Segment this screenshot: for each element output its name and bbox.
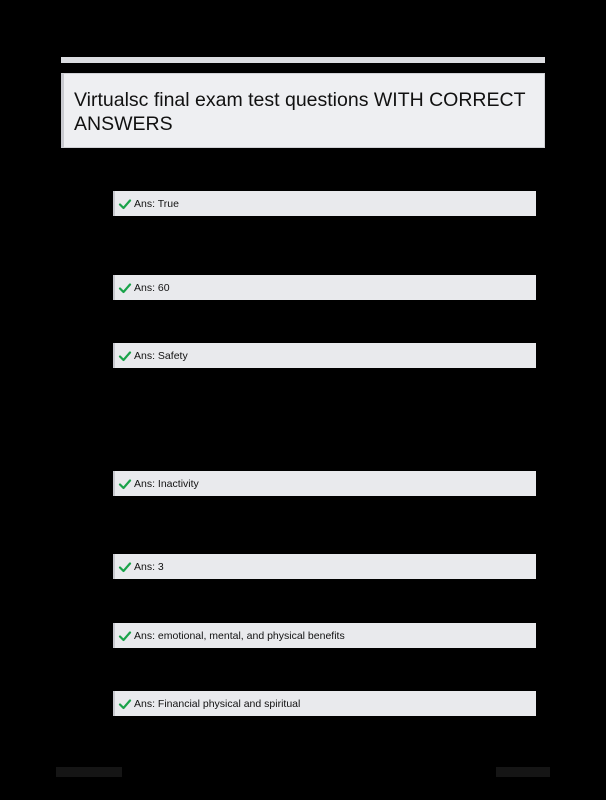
check-icon xyxy=(118,281,132,295)
answer-text: Ans: True xyxy=(134,197,179,210)
answer-box-4 xyxy=(113,471,536,496)
answer-box-6 xyxy=(113,623,536,648)
answer-box-5 xyxy=(113,554,536,579)
answer-box-7 xyxy=(113,691,536,716)
footer-right-obscured xyxy=(496,767,550,777)
check-icon xyxy=(118,629,132,643)
footer-left-obscured xyxy=(56,767,122,777)
answer-text: Ans: Inactivity xyxy=(134,477,199,490)
check-icon xyxy=(118,197,132,211)
title-box xyxy=(61,73,545,148)
answer-text: Ans: 3 xyxy=(134,560,164,573)
check-icon xyxy=(118,477,132,491)
check-icon xyxy=(118,560,132,574)
page-title: Virtualsc final exam test questions WITH CORRECT ANSWERS xyxy=(74,89,526,135)
check-icon xyxy=(118,349,132,363)
answer-box-3 xyxy=(113,343,536,368)
answer-box-2 xyxy=(113,275,536,300)
answer-text: Ans: 60 xyxy=(134,281,170,294)
answer-text: Ans: emotional, mental, and physical benefits xyxy=(134,629,345,642)
answer-box-1 xyxy=(113,191,536,216)
check-icon xyxy=(118,697,132,711)
answer-text: Ans: Financial physical and spiritual xyxy=(134,697,301,710)
header-strip xyxy=(61,57,545,63)
answer-text: Ans: Safety xyxy=(134,349,188,362)
